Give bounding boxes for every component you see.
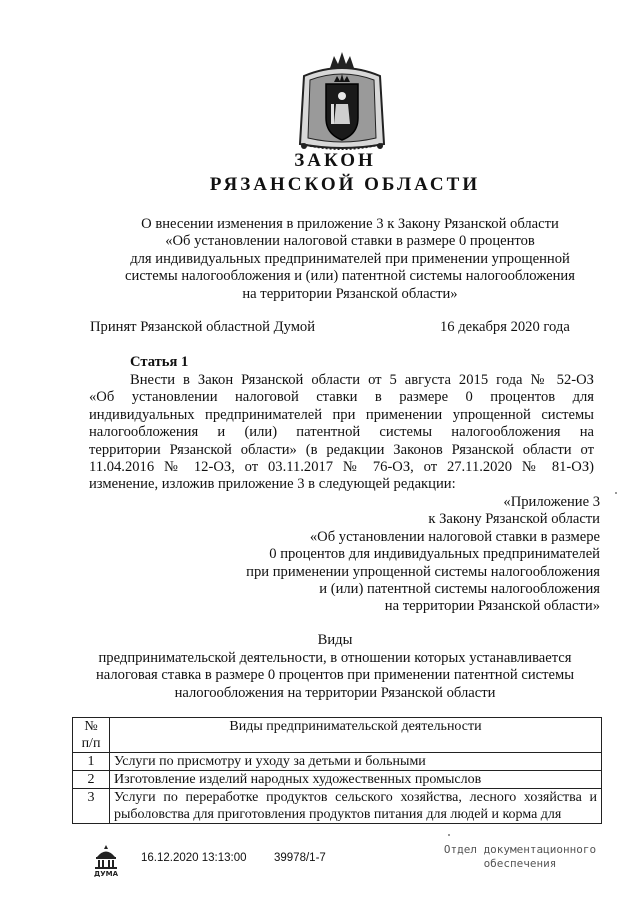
annex-line: к Закону Рязанской области <box>428 511 600 528</box>
activities-table <box>72 717 602 824</box>
row-number: 2 <box>73 771 110 789</box>
annex-header <box>200 494 600 616</box>
subject-line: на территории Рязанской области» <box>242 285 458 302</box>
row-activity: Услуги по переработке продуктов сельского хозяйства, лесного хозяйства и рыболовства для приготовления продуктов питания для людей и корма для <box>110 789 602 824</box>
law-title: ЗАКОН <box>294 150 376 171</box>
types-subtitle <box>70 650 600 702</box>
duma-building-icon <box>93 843 119 877</box>
scan-speck <box>448 834 450 836</box>
article-line: Внести в Закон Рязанской области от 5 августа 2015 года № 52-ОЗ <box>130 372 594 388</box>
article-line: 11.04.2016 № 12-ОЗ, от 03.11.2017 № 76-ОЗ, от 27.11.2020 № 81-ОЗ) <box>89 459 594 476</box>
types-subtitle-line: предпринимательской деятельности, в отношении которых устанавливается <box>98 650 572 666</box>
stamp-line: обеспечения <box>483 857 557 870</box>
coat-of-arms-emblem <box>296 48 388 156</box>
subject-line: для индивидуальных предпринимателей при применении упрощенной <box>130 250 570 267</box>
column-header-activity: Виды предпринимательской деятельности <box>110 718 602 753</box>
article-line: «Об установлении налоговой ставки в размере 0 процентов для <box>89 389 594 406</box>
article-body <box>89 372 594 494</box>
footer-doc-number: 39978/1-7 <box>274 852 326 864</box>
department-stamp <box>435 843 605 871</box>
law-subject <box>60 216 640 303</box>
article-line: налогообложения и (или) патентной системы налогообложения на <box>89 424 594 441</box>
article-heading: Статья 1 <box>130 354 189 370</box>
stamp-line: Отдел документационного <box>443 843 597 856</box>
row-number: 1 <box>73 753 110 771</box>
article-line: территории Рязанской области» (в редакции Законов Рязанской области от <box>89 441 594 458</box>
duma-logo-text: ДУМА <box>93 870 119 877</box>
annex-line: 0 процентов для индивидуальных предпринимателей <box>269 546 600 563</box>
subject-line: О внесении изменения в приложение 3 к Закону Рязанской области <box>141 216 559 232</box>
adopting-body: Принят Рязанской областной Думой <box>90 319 316 335</box>
table-row <box>73 753 602 771</box>
row-activity: Изготовление изделий народных художественных промыслов <box>110 771 602 789</box>
article-line: индивидуальных предпринимателей при применении упрощенной системы <box>89 406 594 423</box>
subject-line: системы налогообложения и (или) патентной системы налогообложения <box>125 268 575 285</box>
annex-line: при применении упрощенной системы налогообложения <box>246 563 600 580</box>
annex-line: «Приложение 3 <box>503 494 600 510</box>
region-title: РЯЗАНСКОЙ ОБЛАСТИ <box>209 174 481 195</box>
table-header-row <box>73 718 602 753</box>
types-subtitle-line: налоговая ставка в размере 0 процентов при применении патентной системы <box>95 667 575 684</box>
subject-line: «Об установлении налоговой ставки в размере 0 процентов <box>165 233 535 250</box>
annex-line: «Об установлении налоговой ставки в размере <box>309 528 600 545</box>
article-line: изменение, изложив приложение 3 в следующей редакции: <box>89 476 456 493</box>
table-row <box>73 771 602 789</box>
scan-speck <box>615 492 617 494</box>
types-title: Виды <box>317 632 353 648</box>
adoption-date: 16 декабря 2020 года <box>440 319 570 335</box>
types-subtitle-line: налогообложения на территории Рязанской области <box>174 684 496 701</box>
table-row <box>73 789 602 824</box>
column-header-number: № п/п <box>73 718 110 753</box>
annex-line: и (или) патентной системы налогообложения <box>319 581 600 598</box>
footer-timestamp: 16.12.2020 13:13:00 <box>141 852 247 864</box>
annex-line: на территории Рязанской области» <box>384 598 600 615</box>
row-number: 3 <box>73 789 110 824</box>
row-activity: Услуги по присмотру и уходу за детьми и больными <box>110 753 602 771</box>
